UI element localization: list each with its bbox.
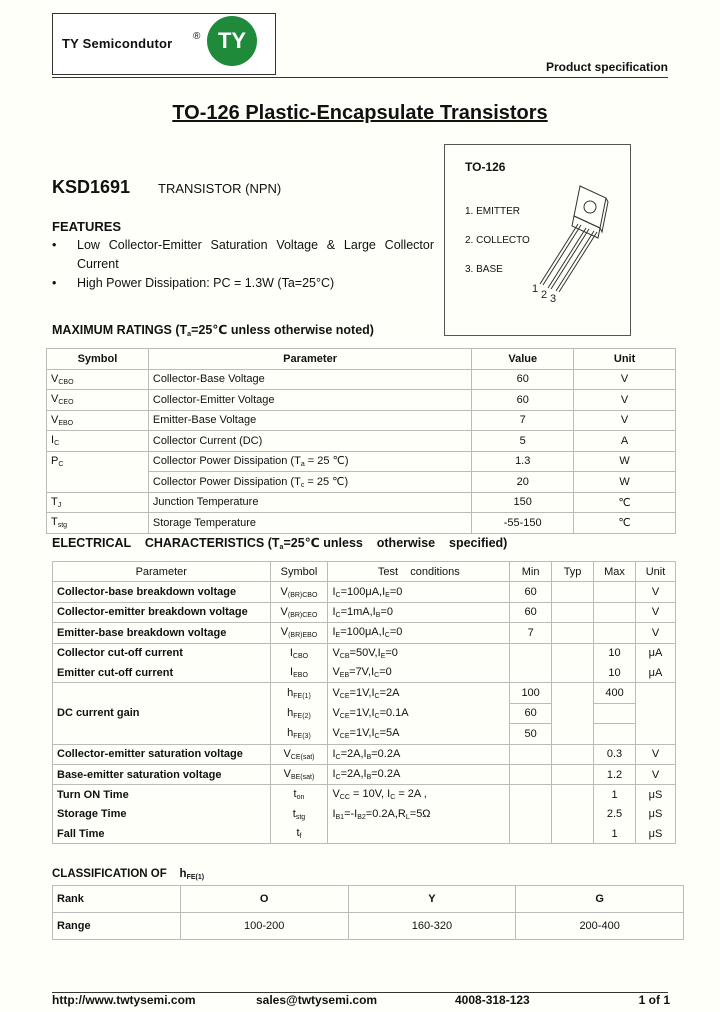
pin-label-emitter: 1. EMITTER bbox=[465, 206, 521, 217]
unit-cell bbox=[635, 683, 675, 703]
unit-cell: V bbox=[574, 369, 676, 390]
classification-heading: CLASSIFICATION OF $h_{FE(1)}$ bbox=[52, 868, 205, 881]
typ-cell bbox=[552, 663, 594, 683]
symbol-cell: $t_{stg}$ bbox=[270, 805, 328, 824]
range-cell: 160-320 bbox=[348, 913, 516, 940]
table-row bbox=[53, 744, 676, 764]
unit-cell: V bbox=[635, 602, 675, 622]
parameter-cell: Base-emitter saturation voltage bbox=[53, 764, 271, 784]
symbol-cell: $V_{(BR)CEO}$ bbox=[270, 602, 328, 622]
symbol-cell: $h_{FE(1)}$ bbox=[270, 683, 328, 703]
min-cell: 60 bbox=[510, 582, 552, 602]
unit-cell: W bbox=[574, 472, 676, 493]
condition-cell: $I_{B1}=-I_{B2}=0.2A,R_L=5\Omega$ bbox=[328, 805, 510, 824]
symbol-cell: $V_{BE(sat)}$ bbox=[270, 764, 328, 784]
table-row bbox=[53, 764, 676, 784]
parameter-cell: Fall Time bbox=[53, 824, 271, 844]
typ-cell bbox=[552, 744, 594, 764]
bullet: • bbox=[52, 238, 57, 252]
min-cell: 7 bbox=[510, 623, 552, 643]
table-row bbox=[53, 683, 676, 703]
value-cell: 5 bbox=[472, 431, 574, 452]
unit-cell: V bbox=[574, 390, 676, 411]
column-header: Min bbox=[510, 562, 552, 582]
unit-cell: μS bbox=[635, 805, 675, 824]
table-row bbox=[53, 643, 676, 663]
parameter-cell: Collector Power Dissipation ($T_c = 25$ ℃) bbox=[148, 472, 471, 493]
column-header: Parameter bbox=[148, 349, 471, 370]
table-row bbox=[53, 663, 676, 683]
parameter-cell: Collector cut-off current bbox=[53, 643, 271, 663]
pin-number-3: 3 bbox=[550, 293, 557, 305]
unit-cell: V bbox=[574, 410, 676, 431]
table-header-row bbox=[53, 562, 676, 582]
table-row bbox=[53, 582, 676, 602]
table-row bbox=[53, 805, 676, 824]
parameter-cell: Collector-Base Voltage bbox=[148, 369, 471, 390]
value-cell: 7 bbox=[472, 410, 574, 431]
unit-cell: V bbox=[635, 744, 675, 764]
unit-cell: V bbox=[635, 582, 675, 602]
page-title: TO-126 Plastic-Encapsulate Transistors bbox=[172, 102, 548, 124]
footer-email-link[interactable]: sales@twtysemi.com bbox=[256, 993, 378, 1007]
table-row bbox=[53, 785, 676, 805]
rank-label: Rank bbox=[53, 886, 181, 913]
value-cell: 60 bbox=[472, 369, 574, 390]
value-cell: 20 bbox=[472, 472, 574, 493]
typ-cell bbox=[552, 703, 594, 723]
min-cell: 100 bbox=[510, 683, 552, 703]
feature-text: High Power Dissipation: PC = 1.3W (Ta=25°C) bbox=[77, 276, 335, 290]
condition-cell: $I_C=2A,I_B=0.2A$ bbox=[328, 764, 510, 784]
symbol-cell: $P_C$ bbox=[47, 451, 149, 472]
electrical-table bbox=[52, 561, 676, 844]
parameter-cell: Storage Temperature bbox=[148, 513, 471, 534]
condition-cell: $I_E=100\mu A,I_C=0$ bbox=[328, 623, 510, 643]
column-header: Symbol bbox=[270, 562, 328, 582]
typ-cell bbox=[552, 643, 594, 663]
typ-cell bbox=[552, 785, 594, 805]
rank-cell: Y bbox=[348, 886, 516, 913]
unit-cell: μS bbox=[635, 785, 675, 805]
table-row bbox=[53, 913, 684, 940]
symbol-cell: $T_{stg}$ bbox=[47, 513, 149, 534]
max-cell: 400 bbox=[594, 683, 636, 703]
electrical-heading: ELECTRICAL CHARACTERISTICS ($T_a=25℃$ unless otherwise specified) bbox=[52, 536, 508, 551]
max-cell: 1 bbox=[594, 824, 636, 844]
parameter-cell: Junction Temperature bbox=[148, 492, 471, 513]
classification-table bbox=[52, 885, 684, 940]
min-cell bbox=[510, 805, 552, 824]
table-row bbox=[47, 451, 676, 472]
symbol-cell: $V_{EBO}$ bbox=[47, 410, 149, 431]
parameter-cell: Collector-Emitter Voltage bbox=[148, 390, 471, 411]
parameter-cell: Emitter-Base Voltage bbox=[148, 410, 471, 431]
value-cell: 1.3 bbox=[472, 451, 574, 472]
transistor-package-icon bbox=[528, 180, 618, 305]
unit-cell bbox=[635, 724, 675, 744]
typ-cell bbox=[552, 805, 594, 824]
features-heading: FEATURES bbox=[52, 219, 122, 234]
condition-cell: $V_{EB}=7V,I_C=0$ bbox=[328, 663, 510, 683]
registered-mark: ® bbox=[193, 31, 201, 42]
typ-cell bbox=[552, 602, 594, 622]
company-name: TY Semicondutor bbox=[62, 36, 173, 51]
max-cell bbox=[594, 724, 636, 744]
condition-cell: $V_{CE}=1V,I_C=2A$ bbox=[328, 683, 510, 703]
min-cell bbox=[510, 785, 552, 805]
product-spec-label: Product specification bbox=[545, 60, 668, 74]
unit-cell: μS bbox=[635, 824, 675, 844]
typ-cell bbox=[552, 623, 594, 643]
symbol-cell: $T_J$ bbox=[47, 492, 149, 513]
symbol-cell: $I_{EBO}$ bbox=[270, 663, 328, 683]
table-header-row bbox=[47, 349, 676, 370]
part-type: TRANSISTOR (NPN) bbox=[158, 181, 282, 196]
parameter-cell: Collector-emitter saturation voltage bbox=[53, 744, 271, 764]
symbol-cell: $h_{FE(2)}$ bbox=[270, 703, 328, 723]
max-cell: 1.2 bbox=[594, 764, 636, 784]
typ-cell bbox=[552, 582, 594, 602]
parameter-cell: Emitter cut-off current bbox=[53, 663, 271, 683]
parameter-cell: Collector-emitter breakdown voltage bbox=[53, 602, 271, 622]
pin-label-collector: 2. COLLECTO bbox=[465, 235, 530, 246]
parameter-cell: DC current gain bbox=[53, 683, 271, 744]
table-row bbox=[47, 472, 676, 493]
condition-cell bbox=[328, 824, 510, 844]
part-number: KSD1691 bbox=[52, 177, 131, 197]
footer-phone: 4008-318-123 bbox=[455, 993, 530, 1007]
condition-cell: $I_C=2A,I_B=0.2A$ bbox=[328, 744, 510, 764]
column-header: Typ bbox=[552, 562, 594, 582]
parameter-cell: Turn ON Time bbox=[53, 785, 271, 805]
table-row bbox=[47, 513, 676, 534]
parameter-cell: Collector-base breakdown voltage bbox=[53, 582, 271, 602]
table-row bbox=[47, 492, 676, 513]
parameter-cell: Storage Time bbox=[53, 805, 271, 824]
condition-cell: $I_C=100\mu A,I_E=0$ bbox=[328, 582, 510, 602]
unit-cell: ℃ bbox=[574, 513, 676, 534]
typ-cell bbox=[552, 683, 594, 703]
parameter-cell: Collector Current (DC) bbox=[148, 431, 471, 452]
range-cell: 200-400 bbox=[516, 913, 684, 940]
column-header: Symbol bbox=[47, 349, 149, 370]
table-row bbox=[47, 390, 676, 411]
package-name: TO-126 bbox=[465, 160, 506, 174]
min-cell bbox=[510, 824, 552, 844]
max-cell: 10 bbox=[594, 663, 636, 683]
unit-cell: μA bbox=[635, 643, 675, 663]
column-header: Value bbox=[472, 349, 574, 370]
max-cell bbox=[594, 623, 636, 643]
min-cell bbox=[510, 643, 552, 663]
max-cell: 1 bbox=[594, 785, 636, 805]
column-header: Max bbox=[594, 562, 636, 582]
condition-cell: $V_{CE}=1V,I_C=0.1A$ bbox=[328, 703, 510, 723]
table-row bbox=[47, 431, 676, 452]
column-header: Unit bbox=[635, 562, 675, 582]
table-row bbox=[53, 602, 676, 622]
company-logo: TY bbox=[207, 16, 257, 66]
pin-number-1: 1 bbox=[532, 283, 539, 295]
unit-cell: ℃ bbox=[574, 492, 676, 513]
parameter-cell: Emitter-base breakdown voltage bbox=[53, 623, 271, 643]
table-row bbox=[53, 886, 684, 913]
symbol-cell: $V_{(BR)CBO}$ bbox=[270, 582, 328, 602]
table-row bbox=[47, 410, 676, 431]
bullet: • bbox=[52, 276, 57, 290]
min-cell: 60 bbox=[510, 703, 552, 723]
unit-cell: A bbox=[574, 431, 676, 452]
symbol-cell: $V_{(BR)EBO}$ bbox=[270, 623, 328, 643]
max-cell bbox=[594, 582, 636, 602]
typ-cell bbox=[552, 764, 594, 784]
max-ratings-heading: MAXIMUM RATINGS ($T_a=25℃$ unless otherwise noted) bbox=[52, 323, 374, 338]
range-cell: 100-200 bbox=[180, 913, 348, 940]
table-row bbox=[47, 369, 676, 390]
max-cell: 0.3 bbox=[594, 744, 636, 764]
min-cell bbox=[510, 764, 552, 784]
symbol-cell: $V_{CEO}$ bbox=[47, 390, 149, 411]
column-header: Test conditions bbox=[328, 562, 510, 582]
max-ratings-table bbox=[46, 348, 676, 534]
column-header: Parameter bbox=[53, 562, 271, 582]
condition-cell: $V_{CC} = 10V$, $I_C = 2A$ , bbox=[328, 785, 510, 805]
value-cell: -55-150 bbox=[472, 513, 574, 534]
pin-label-base: 3. BASE bbox=[465, 264, 503, 275]
unit-cell: μA bbox=[635, 663, 675, 683]
footer-url-link[interactable]: http://www.twtysemi.com bbox=[52, 993, 196, 1007]
feature-text: Low Collector-Emitter Saturation Voltage & Large Collector Current bbox=[77, 238, 434, 271]
column-header: Unit bbox=[574, 349, 676, 370]
page-number: 1 of 1 bbox=[638, 993, 670, 1007]
symbol-cell: $t_f$ bbox=[270, 824, 328, 844]
table-row bbox=[53, 623, 676, 643]
unit-cell bbox=[635, 703, 675, 723]
feature-item bbox=[52, 274, 434, 293]
rank-cell: O bbox=[180, 886, 348, 913]
table-row bbox=[53, 824, 676, 844]
unit-cell: W bbox=[574, 451, 676, 472]
min-cell: 60 bbox=[510, 602, 552, 622]
symbol-cell: $V_{CE(sat)}$ bbox=[270, 744, 328, 764]
condition-cell: $V_{CB}=50V,I_E=0$ bbox=[328, 643, 510, 663]
unit-cell: V bbox=[635, 623, 675, 643]
min-cell bbox=[510, 744, 552, 764]
unit-cell: V bbox=[635, 764, 675, 784]
min-cell bbox=[510, 663, 552, 683]
max-cell: 10 bbox=[594, 643, 636, 663]
symbol-cell: $V_{CBO}$ bbox=[47, 369, 149, 390]
condition-cell: $V_{CE}=1V,I_C=5A$ bbox=[328, 724, 510, 744]
typ-cell bbox=[552, 724, 594, 744]
max-cell bbox=[594, 602, 636, 622]
pin-number-2: 2 bbox=[541, 289, 548, 301]
parameter-cell: Collector Power Dissipation ($T_a = 25$ ℃) bbox=[148, 451, 471, 472]
symbol-cell bbox=[47, 472, 149, 493]
typ-cell bbox=[552, 824, 594, 844]
value-cell: 150 bbox=[472, 492, 574, 513]
symbol-cell: $h_{FE(3)}$ bbox=[270, 724, 328, 744]
feature-item bbox=[52, 236, 434, 274]
condition-cell: $I_C=1mA,I_B=0$ bbox=[328, 602, 510, 622]
range-label: Range bbox=[53, 913, 181, 940]
value-cell: 60 bbox=[472, 390, 574, 411]
rank-cell: G bbox=[516, 886, 684, 913]
min-cell: 50 bbox=[510, 724, 552, 744]
max-cell: 2.5 bbox=[594, 805, 636, 824]
symbol-cell: $t_{on}$ bbox=[270, 785, 328, 805]
symbol-cell: $I_C$ bbox=[47, 431, 149, 452]
header-rule bbox=[52, 77, 668, 78]
max-cell bbox=[594, 703, 636, 723]
symbol-cell: $I_{CBO}$ bbox=[270, 643, 328, 663]
